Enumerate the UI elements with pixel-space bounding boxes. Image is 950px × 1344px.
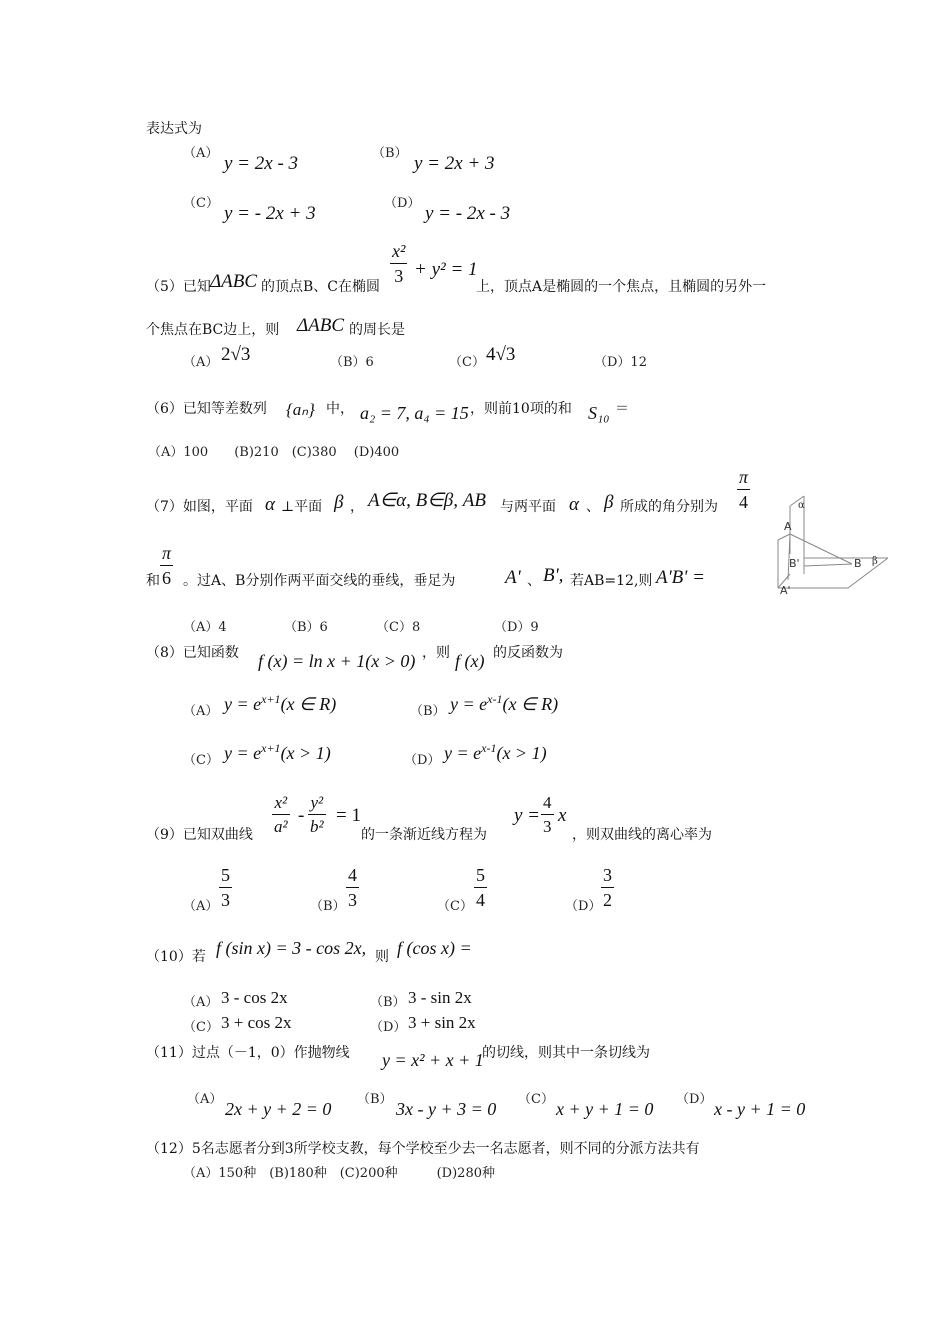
q5-ellipse-fraction [390, 242, 407, 285]
q7-option-c: （C）8 [376, 620, 421, 635]
q7-angle1-num: π [739, 467, 749, 487]
q7-condition: A∈α, B∈β, AB [368, 490, 486, 511]
q5-ellipse-den: 3 [390, 263, 407, 285]
q7-diagram-alpha: α [798, 500, 805, 511]
q7-planes-diagram [768, 488, 894, 600]
q9-option-d-den: 2 [601, 887, 614, 909]
q5-ellipse-rest: + y² = 1 [414, 259, 478, 280]
q6-options: （A）100 (B)210 (C)380 (D)400 [148, 445, 400, 460]
q9-option-d-frac [601, 866, 614, 909]
q8-option-b-expr [450, 693, 558, 713]
q9-option-a-num: 5 [221, 865, 230, 885]
q5-triangle-2: ΔABC [297, 315, 345, 336]
q7-diagram-Aprime: A' [780, 584, 791, 597]
q4-option-b-label: （B） [372, 146, 408, 161]
q9-option-a-label: （A） [183, 899, 219, 914]
q9-h2-den: b² [308, 814, 326, 835]
q11-option-b-expr: 3x - y + 3 = 0 [396, 1099, 497, 1119]
q8-option-a-sup: x+1 [261, 692, 281, 706]
q11-curve: y = x² + x + 1 [382, 1050, 484, 1070]
intro-text: 表达式为 [146, 121, 202, 137]
q9-x: x [558, 805, 567, 826]
q7-comma: ， [350, 499, 364, 515]
q8-function-2: f (x) [455, 651, 485, 671]
q11-text-b: 的切线，则其中一条切线为 [482, 1045, 650, 1061]
q9-text-b: 的一条渐近线方程为 [361, 827, 487, 843]
q9-slope-num: 4 [543, 793, 552, 812]
q7-b-prime: B', [543, 565, 564, 586]
q5-ellipse-num: x² [392, 241, 406, 261]
q5-text-c: 上，顶点A是椭圆的一个焦点，且椭圆的另外一 [476, 279, 767, 295]
q4-option-a-label: （A） [183, 146, 219, 161]
q9-slope-den: 3 [541, 814, 554, 835]
q7-option-d: （D）9 [494, 620, 539, 635]
q8-option-b-sup: x-1 [487, 692, 503, 706]
q8-option-c-expr [224, 742, 331, 762]
q5-option-a-val: 2√3 [221, 344, 251, 365]
q7-text-d: 和 [146, 573, 160, 589]
q7-text-e: 。过A、B分别作两平面交线的垂线，垂足为 [183, 573, 456, 589]
q8-option-c-sup: x+1 [261, 741, 281, 755]
q10-option-a-label: （A） [183, 995, 219, 1010]
q8-option-a-base: y = e [224, 694, 262, 714]
q6-sum: S₁₀ [588, 403, 610, 423]
q10-option-b-label: （B） [370, 995, 406, 1010]
q7-diagram-B: B [854, 557, 862, 570]
q9-text-a: （9）已知双曲线 [146, 827, 253, 843]
q8-option-d-sup: x-1 [481, 741, 497, 755]
q7-alpha-2: α [569, 494, 579, 515]
q9-minus: - [298, 805, 305, 826]
q4-option-d-label: （D） [384, 196, 421, 211]
q8-option-c-label: （C） [183, 753, 219, 768]
q8-text-a: （8）已知函数 [146, 645, 239, 661]
q7-diagram-beta: β [872, 556, 878, 567]
q9-y: y = [514, 805, 541, 826]
q8-option-c-base: y = e [224, 743, 262, 763]
q9-option-b-frac [346, 866, 359, 909]
q8-option-d-base: y = e [444, 743, 482, 763]
q10-option-a-expr: 3 - cos 2x [221, 988, 288, 1007]
q7-angle2-num: π [162, 543, 172, 563]
q8-option-b-rest: (x ∈ R) [502, 694, 559, 714]
q11-option-c-expr: x + y + 1 = 0 [556, 1099, 654, 1119]
q10-option-c-label: （C） [183, 1020, 219, 1035]
q9-eq1: = 1 [336, 805, 361, 826]
q11-option-a-expr: 2x + y + 2 = 0 [225, 1099, 332, 1119]
q8-option-d-rest: (x > 1) [496, 743, 547, 763]
q10-text-b: 则 [375, 949, 389, 965]
q11-option-d-expr: x - y + 1 = 0 [714, 1099, 806, 1119]
q7-alpha: α [265, 494, 275, 515]
q10-condition: f (sin x) = 3 - cos 2x, [216, 938, 367, 958]
q6-eq: ＝ [615, 401, 629, 417]
q9-option-b-label: （B） [310, 899, 346, 914]
q9-option-a-den: 3 [219, 887, 232, 909]
q7-option-b: （B）6 [284, 620, 328, 635]
q7-perp: ⊥平面 [281, 499, 323, 515]
q5-text-a: （5）已知 [146, 279, 211, 295]
q8-function: f (x) = ln x + 1(x > 0) [258, 651, 416, 671]
q4-option-d-expr: y = - 2x - 3 [425, 203, 511, 224]
q9-hyperbola-term2 [308, 794, 326, 835]
q8-option-a-label: （A） [183, 704, 219, 719]
q7-sep: 、 [586, 499, 600, 515]
q5-text-b: 的顶点B、C在椭圆 [261, 279, 380, 295]
q9-h2-num: y² [310, 793, 324, 812]
q10-option-c-expr: 3 + cos 2x [221, 1013, 292, 1032]
q6-text-c: ，则前10项的和 [470, 401, 572, 417]
q7-angle2-den: 6 [160, 565, 173, 587]
q7-beta-2: β [604, 492, 614, 513]
q7-text-c: 所成的角分别为 [620, 499, 718, 515]
q9-option-c-num: 5 [476, 865, 485, 885]
q8-option-a-expr [224, 693, 336, 713]
q8-option-d-expr [444, 742, 547, 762]
q11-option-c-label: （C） [518, 1092, 554, 1107]
q6-sequence: {aₙ} [286, 400, 315, 419]
q9-h1-den: a² [272, 814, 290, 835]
q9-option-b-num: 4 [348, 865, 357, 885]
q11-text-a: （11）过点（－1，0）作抛物线 [146, 1045, 350, 1061]
q7-angle1-den: 4 [737, 489, 750, 511]
q11-option-a-label: （A） [187, 1092, 223, 1107]
q10-option-d-expr: 3 + sin 2x [408, 1013, 476, 1032]
q7-option-a: （A）4 [183, 620, 227, 635]
q8-text-c: 的反函数为 [493, 645, 563, 661]
q7-diagram-Bprime: B' [789, 557, 800, 570]
q9-option-b-den: 3 [346, 887, 359, 909]
q5-triangle: ΔABC [210, 271, 258, 292]
q7-angle2 [160, 544, 173, 587]
q12-options: （A）150种 (B)180种 (C)200种 (D)280种 [183, 1166, 495, 1181]
q8-option-b-base: y = e [450, 694, 488, 714]
q6-text-b: 中， [326, 401, 354, 417]
q5-option-a-label: （A） [183, 355, 219, 370]
q9-option-a-frac [219, 866, 232, 909]
q9-text-c: ，则双曲线的离心率为 [572, 827, 712, 843]
q7-text-b: 与两平面 [500, 499, 556, 515]
q12-text: （12）5名志愿者分到3所学校支教，每个学校至少去一名志愿者，则不同的分派方法共有 [146, 1141, 700, 1157]
q6-text-a: （6）已知等差数列 [146, 401, 267, 417]
q9-option-d-label: （D） [565, 899, 602, 914]
q10-option-d-label: （D） [370, 1020, 407, 1035]
q4-option-a-expr: y = 2x - 3 [224, 153, 299, 174]
q8-option-d-label: （D） [404, 753, 441, 768]
q8-text-b: ，则 [422, 645, 450, 661]
q9-option-c-frac [474, 866, 487, 909]
q9-option-d-num: 3 [603, 865, 612, 885]
q10-option-b-expr: 3 - sin 2x [408, 988, 472, 1007]
q9-option-c-den: 4 [474, 887, 487, 909]
q9-slope [541, 794, 554, 835]
q4-option-c-expr: y = - 2x + 3 [224, 203, 316, 224]
q7-sep-2: 、 [527, 573, 541, 589]
q4-option-c-label: （C） [183, 196, 219, 211]
q9-hyperbola-term1 [272, 794, 290, 835]
q7-ab-prime: A'B' = [656, 567, 705, 588]
q5-option-c-val: 4√3 [486, 344, 516, 365]
q8-option-a-rest: (x ∈ R) [280, 694, 337, 714]
q4-option-b-expr: y = 2x + 3 [414, 153, 495, 174]
q7-diagram-A: A [784, 520, 792, 533]
q8-option-c-rest: (x > 1) [280, 743, 331, 763]
q9-h1-num: x² [274, 793, 288, 812]
q7-text-a: （7）如图，平面 [146, 499, 253, 515]
q9-option-c-label: （C） [437, 899, 473, 914]
q6-condition: a₂ = 7, a₄ = 15 [360, 403, 469, 423]
q8-option-b-label: （B） [410, 704, 446, 719]
q5-option-d-label: （D）12 [594, 355, 647, 370]
q11-option-b-label: （B） [357, 1092, 393, 1107]
q10-ask: f (cos x) = [397, 938, 472, 958]
q7-beta: β [334, 492, 344, 513]
q7-angle1 [737, 468, 750, 511]
q11-option-d-label: （D） [676, 1092, 713, 1107]
q5-text-d: 个焦点在BC边上，则 [146, 322, 280, 338]
q7-a-prime: A' [505, 567, 521, 588]
q5-option-c-label: （C） [449, 355, 485, 370]
q5-text-e: 的周长是 [349, 322, 405, 338]
q7-text-f: 若AB=12,则 [570, 573, 653, 589]
q5-option-b-label: （B）6 [330, 355, 374, 370]
q10-text-a: （10）若 [146, 949, 206, 965]
